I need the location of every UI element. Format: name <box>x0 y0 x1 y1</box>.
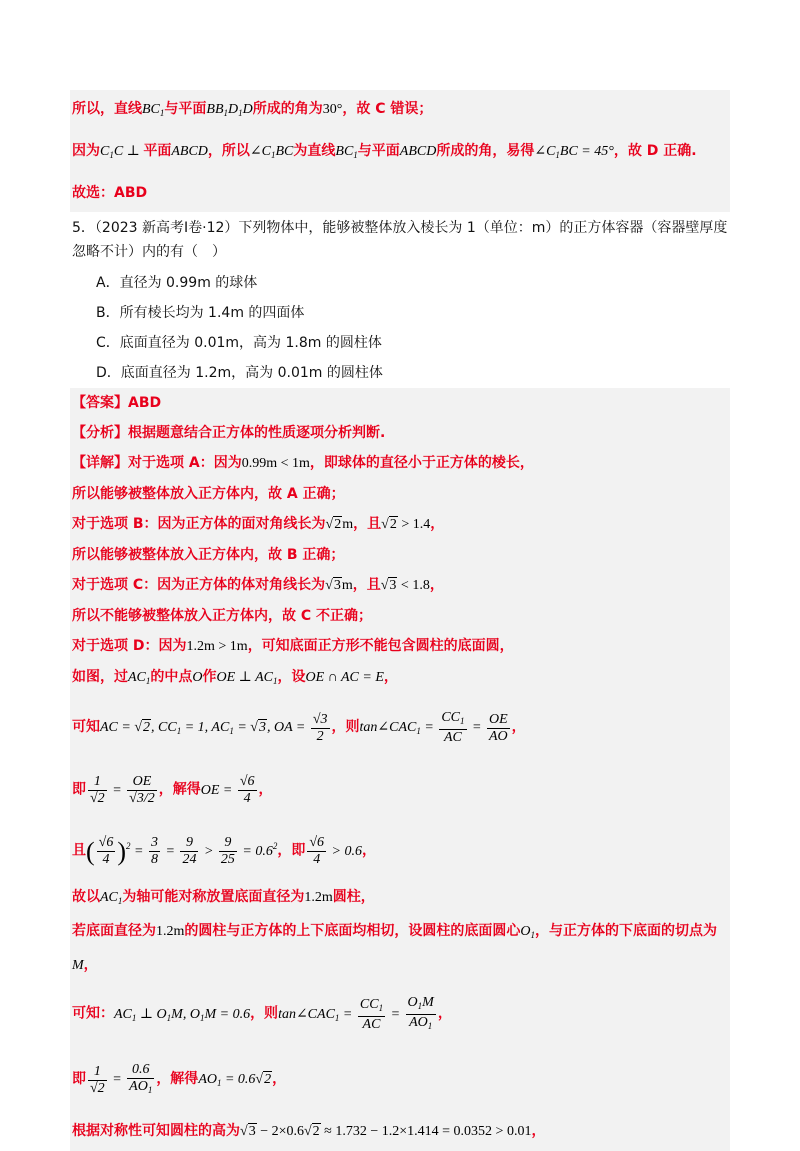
text: ， <box>272 1071 287 1088</box>
text: 的圆柱与正方体的上下底面均相切，设圆柱的底面圆心 <box>184 923 521 939</box>
math: $C_1C$ ⊥ <box>100 144 144 160</box>
text: 平面 <box>143 143 172 159</box>
text: ， <box>83 957 98 973</box>
math: OE ⊥ $AC_1$ <box>216 670 278 686</box>
math: 30° <box>322 102 343 117</box>
text: 对于选项 C：因为正方体的体对角线长为 <box>72 577 326 593</box>
detail-line-2: 所以能够被整体放入正方体内，故 A 正确； <box>72 486 345 502</box>
detail-line-15 <box>70 981 730 1048</box>
prev-line-3: 故选：ABD <box>72 185 148 201</box>
answer-line: 【答案】ABD <box>72 395 162 411</box>
text: 为轴可能对称放置底面直径为 <box>122 889 305 905</box>
text: 【详解】对于选项 A：因为 <box>72 455 242 471</box>
text: 作 <box>202 669 217 685</box>
text: 且 <box>72 842 86 859</box>
math: $AC_1$ <box>100 890 123 906</box>
text: 与平面 <box>164 101 207 117</box>
text: 若底面直径为 <box>72 923 156 939</box>
text: ，解得 <box>156 1071 199 1088</box>
math: O <box>192 670 203 685</box>
math: OE = $\frac{√6}{4}$ <box>200 774 255 806</box>
detail-line-3 <box>70 509 730 540</box>
question-block <box>70 212 730 388</box>
text: 对于选项 B：因为正方体的面对角线长为 <box>72 516 326 532</box>
math: $\angle C_1BC$ <box>249 144 294 160</box>
text: ， <box>437 1005 452 1022</box>
math: $AO_1 = 0.6√2$ <box>198 1072 272 1089</box>
text: ，即球体的直径小于正方体的棱长， <box>309 455 534 471</box>
text: ， <box>361 842 376 859</box>
detail-line-5 <box>70 570 730 601</box>
text: ，则 <box>250 1005 279 1022</box>
text: 与平面 <box>357 143 400 159</box>
text: ， <box>531 1123 546 1139</box>
math: ( $\frac{√6}{4}$ )$^2$ = $\frac{3}{8}$ = $\frac{9}{24}$ > $\frac{9}{25}$ = $0.6^2$ <box>86 835 278 867</box>
math: $\tan\angle CAC_1$ = $\frac{CC_1}{AC}$ = $\frac{OE}{AO}$ <box>359 710 508 745</box>
text: ，且 <box>352 577 381 593</box>
document-page <box>70 90 730 1151</box>
text: ， <box>429 577 444 593</box>
detail-line-4: 所以能够被整体放入正方体内，故 B 正确； <box>72 547 345 563</box>
math: 1.2m <box>304 890 333 905</box>
math: $O_1$ <box>520 924 536 940</box>
math: $\tan\angle CAC_1$ = $\frac{CC_1}{AC}$ = $\frac{O_1M}{AO_1}$ <box>278 995 434 1032</box>
math: OE ∩ AC = E <box>305 670 384 685</box>
text: 根据对称性可知圆柱的高为 <box>72 1123 240 1139</box>
text: ，且 <box>353 516 382 532</box>
math: √2m <box>325 517 354 532</box>
text: 可知 <box>72 719 100 736</box>
math: 1.2m <box>156 924 185 939</box>
math: √3m <box>325 578 353 593</box>
math: $BC_1$ <box>142 102 165 118</box>
option-d: D．底面直径为 1.2m，高为 0.01m 的圆柱体 <box>96 365 383 381</box>
detail-line-1 <box>70 448 730 479</box>
detail-line-7 <box>70 631 730 662</box>
detail-line-8 <box>70 662 730 696</box>
text: 对于选项 D：因为 <box>72 638 187 654</box>
math: √3 < 1.8 <box>380 578 430 593</box>
math: $\frac{√6}{4}$ > 0.6 <box>309 835 362 867</box>
text: ， <box>430 516 445 532</box>
detail-line-14 <box>70 950 730 981</box>
math: $AC_1$ ⊥ $O_1M$, $O_1M = 0.6$ <box>114 1006 251 1023</box>
math: ABCD <box>171 144 208 159</box>
option-c: C．底面直径为 0.01m，高为 1.8m 的圆柱体 <box>96 335 382 351</box>
detail-line-10 <box>70 760 730 821</box>
math: 0.99m < 1m <box>241 456 310 471</box>
math: M <box>72 958 84 973</box>
option-a: A．直径为 0.99m 的球体 <box>96 275 258 291</box>
text: ， <box>511 719 526 736</box>
text: 可知： <box>72 1005 114 1022</box>
text: 即 <box>72 1071 86 1088</box>
text: 因为 <box>72 143 100 159</box>
text: 即 <box>72 781 86 798</box>
math: $BB_1D_1D$ <box>206 102 253 118</box>
math: 1.2m > 1m <box>186 639 248 654</box>
text: 如图，过 <box>72 669 128 685</box>
text: 所成的角，易得 <box>436 143 535 159</box>
math: ABCD <box>399 144 437 159</box>
text: ， <box>258 781 273 798</box>
text: 的中点 <box>150 669 193 685</box>
text: ，即 <box>277 842 306 859</box>
text: ，可知底面正方形不能包含圆柱的底面圆， <box>247 638 514 654</box>
detail-line-9 <box>70 696 730 760</box>
math: $BC_1$ <box>335 144 358 160</box>
prev-line-1 <box>70 90 730 132</box>
math: √3 − 2×0.6√2 ≈ 1.732 − 1.2×1.414 = 0.0352 > 0.01 <box>240 1124 532 1139</box>
math: $AC_1$ <box>128 670 151 686</box>
text: ，故 D 正确. <box>613 143 697 159</box>
question-text: 5．（2023 新高考Ⅰ卷·12）下列物体中，能够被整体放入棱长为 1（单位：m）的正方体容器（容器壁厚度忽略不计）内的有（ ） <box>72 220 728 260</box>
detail-line-12 <box>70 882 730 916</box>
text: 圆柱， <box>332 889 375 905</box>
text: 为直线 <box>293 143 336 159</box>
analysis-line: 【分析】根据题意结合正方体的性质逐项分析判断. <box>72 425 386 441</box>
option-b: B．所有棱长均为 1.4m 的四面体 <box>96 305 305 321</box>
math: $\frac{1}{√2}$ = $\frac{OE}{√3/2}$ <box>90 774 155 806</box>
math: √2 > 1.4 <box>381 517 431 532</box>
detail-line-11 <box>70 821 730 882</box>
math: AC = √2, $CC_1 = 1$, $AC_1 = √3$, OA = $\frac{√3}{2}$ <box>100 711 328 744</box>
text: ，与正方体的下底面的切点为 <box>535 923 718 939</box>
detail-line-13 <box>70 916 730 950</box>
math: $\angle C_1BC = 45^\circ$ <box>534 144 614 160</box>
math: $\frac{1}{√2}$ = $\frac{0.6}{AO_1}$ <box>90 1062 153 1096</box>
text: 故以 <box>72 889 100 905</box>
text: ，则 <box>331 719 360 736</box>
text: ，设 <box>277 669 306 685</box>
text: 所成的角为 <box>252 101 323 117</box>
text: 所以，直线 <box>72 101 142 117</box>
solution-block <box>70 388 730 1151</box>
previous-solution-block <box>70 90 730 212</box>
prev-line-2 <box>70 132 730 174</box>
detail-line-6: 所以不能够被整体放入正方体内，故 C 不正确； <box>72 608 373 624</box>
text: ，解得 <box>158 781 201 798</box>
text: ，故 C 错误； <box>342 101 433 117</box>
text: ， <box>383 669 398 685</box>
text: ，所以 <box>207 143 250 159</box>
detail-line-16 <box>70 1048 730 1112</box>
